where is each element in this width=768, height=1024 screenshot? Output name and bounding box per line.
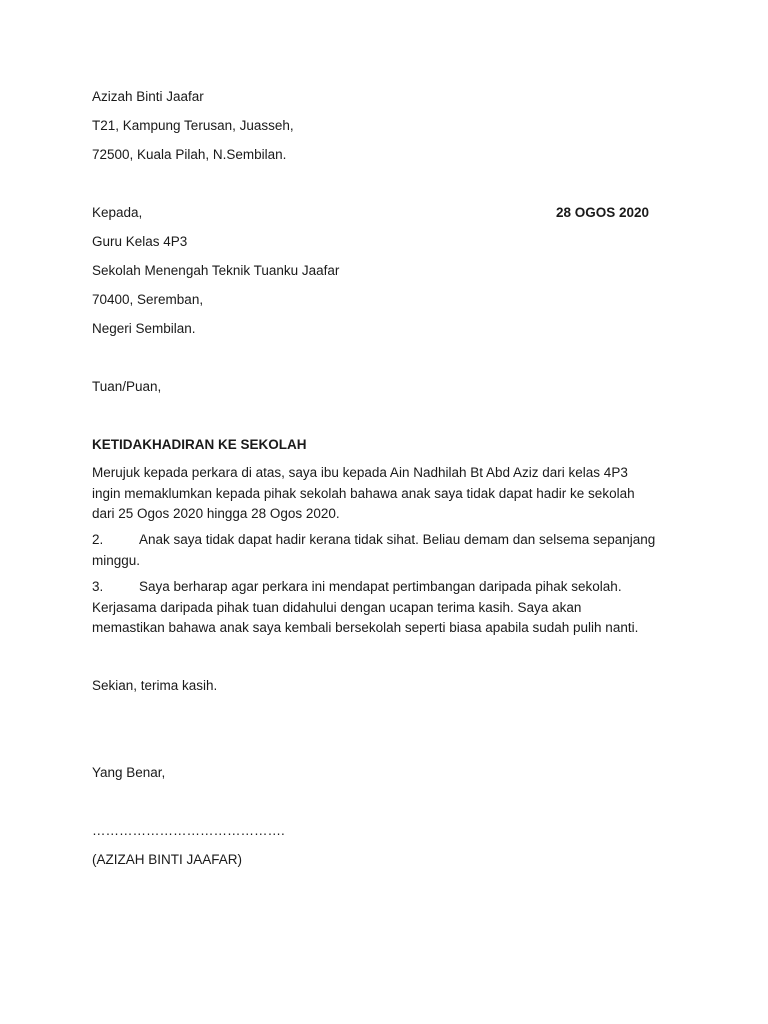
recipient-kepada: Kepada, bbox=[92, 205, 143, 220]
paragraph-2-line: Anak saya tidak dapat hadir kerana tidak sihat. Beliau demam dan selsema sepanjang bbox=[139, 532, 656, 547]
signature-line: ……………………………………. bbox=[92, 823, 285, 838]
recipient-line-2: Sekolah Menengah Teknik Tuanku Jaafar bbox=[92, 263, 340, 278]
paragraph-3 bbox=[92, 577, 692, 639]
closing: Sekian, terima kasih. bbox=[92, 678, 218, 693]
letter-date: 28 OGOS 2020 bbox=[556, 205, 650, 220]
paragraph-1-line: Merujuk kepada perkara di atas, saya ibu kepada Ain Nadhilah Bt Abd Aziz dari kelas 4P3 bbox=[92, 465, 628, 480]
sender-name: Azizah Binti Jaafar bbox=[92, 89, 204, 104]
paragraph-3-line: memastikan bahawa anak saya kembali bersekolah seperti biasa apabila sudah pulih nanti. bbox=[92, 620, 639, 635]
paragraph-3-number: 3. bbox=[92, 579, 104, 594]
sender-address-line-1: T21, Kampung Terusan, Juasseh, bbox=[92, 118, 294, 133]
signatory-name: (AZIZAH BINTI JAAFAR) bbox=[92, 852, 243, 867]
sender-address-line-2: 72500, Kuala Pilah, N.Sembilan. bbox=[92, 147, 287, 162]
paragraph-3-line: Kerjasama daripada pihak tuan didahului dengan ucapan terima kasih. Saya akan bbox=[92, 599, 582, 615]
recipient-line-1: Guru Kelas 4P3 bbox=[92, 234, 188, 249]
letter-subject: KETIDAKHADIRAN KE SEKOLAH bbox=[92, 437, 307, 452]
paragraph-1-line: ingin memaklumkan kepada pihak sekolah bahawa anak saya tidak dapat hadir ke sekolah bbox=[92, 485, 635, 501]
paragraph-2 bbox=[92, 530, 692, 571]
paragraph-1 bbox=[92, 463, 692, 525]
paragraph-2-number: 2. bbox=[92, 532, 104, 547]
greeting: Tuan/Puan, bbox=[92, 379, 162, 394]
paragraph-2-line: minggu. bbox=[92, 552, 141, 568]
recipient-line-4: Negeri Sembilan. bbox=[92, 321, 196, 336]
recipient-line-3: 70400, Seremban, bbox=[92, 292, 204, 307]
paragraph-1-line: dari 25 Ogos 2020 hingga 28 Ogos 2020. bbox=[92, 506, 340, 521]
paragraph-3-line: Saya berharap agar perkara ini mendapat pertimbangan daripada pihak sekolah. bbox=[139, 579, 622, 594]
signoff: Yang Benar, bbox=[92, 765, 166, 780]
